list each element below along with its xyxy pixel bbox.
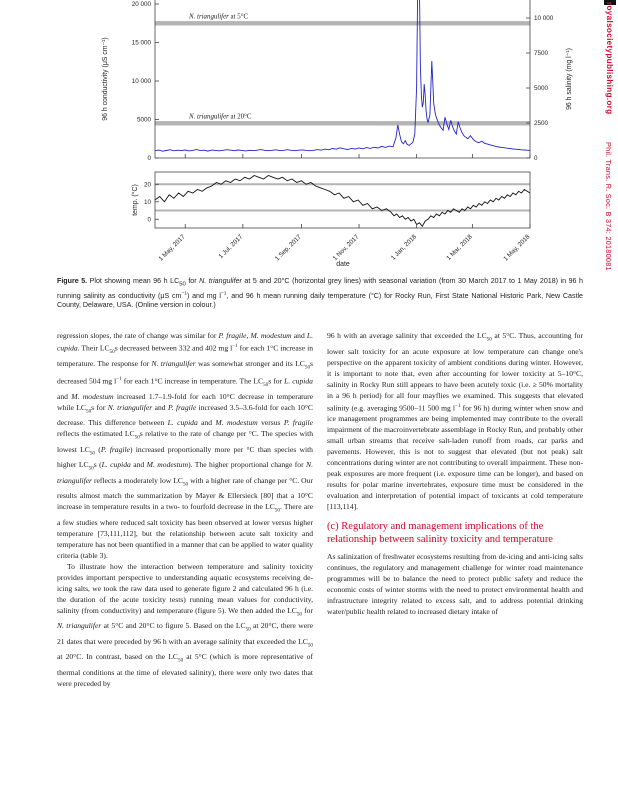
temp-axis-title: temp. (°C) [132, 184, 139, 216]
conductivity-axis-title: 96 h conductivity (μS cm⁻¹) [102, 37, 109, 121]
conductivity-tick-label: 15 000 [131, 39, 151, 47]
temperature-series-line [155, 176, 530, 227]
body-paragraph: As salinization of freshwater ecosystems resulting from de-icing and anti-icing salts continues, the regulatory and management challenge for winter road maintenance programmes will be to balance the need to protect public safety and reduce the economic costs of winter storms with the need to protect environmental health and infrastructure integrity related to excess salt, and to address potential drinking water/public health related to increased dietary intake of [327, 552, 583, 617]
journal-citation: Phil. Trans. R. Soc. B 374: 20180081 [604, 142, 613, 271]
date-tick-label: 1 May, 2017 [157, 233, 187, 263]
conductivity-tick-label: 20 000 [131, 1, 151, 9]
journal-site-url: royalsocietypublishing.org [605, 2, 614, 115]
date-tick-label: 1 Jan, 2018 [389, 233, 419, 262]
salinity-tick-label: 2500 [534, 120, 549, 128]
temp-tick-label: 10 [143, 198, 151, 206]
figure-5-plot [0, 0, 618, 272]
date-tick-label: 1 Nov, 2017 [331, 233, 361, 263]
lc50-band-20c-label: N. triangulifer at 20°C [189, 113, 252, 121]
body-paragraph: regression slopes, the rate of change was similar for P. fragile, M. modestum and L. cupida. Their $LC_{50}s$ decreased between 332 and 402 mg $l^{-1}$ for each 1°C increase in temperature. The response for N. triangulifer was somewhat stronger and its $LC_{50}s$ decreased 504 mg $l^{-1}$ for each 1°C increase in temperature. The $LC_{50}s$ for L. cupida and M. modestum increased 1.7–1.9-fold for each 10°C decrease in temperature while $LC_{50}s$ for N. triangulifer and P. fragile increased 3.5–3.6-fold for each 10°C decrease. This difference between L. cupida and M. modestum versus P. fragile reflects the estimated $LC_{50}s$ relative to the rate of change per °C. The species with lowest $LC_{50}$ (P. fragile) increased proportionally more per °C than species with higher $LC_{50}s$ (L. cupida and M. modestum). The higher proportional change for N. triangulifer reflects a moderately low $LC_{50}$ with a higher rate of change per °C. Our results almost match the summarization by Mayer & Ellersieck [80] that a 10°C increase in temperature results in a two- to fourfold decrease in the $LC_{50}$. There are a few studies where reduced salt toxicity has been observed at lower versus higher temperature [73,111,112], but the relationship between acute salt toxicity and temperature has not been quantified in a manner that can be applied to water quality criteria (table 3). [57, 331, 313, 560]
body-text [57, 330, 583, 792]
figure-caption-label: Figure 5. [57, 277, 88, 285]
x-axis-title: date [336, 261, 350, 268]
lc50-band-20c [155, 121, 530, 125]
body-paragraph: 96 h with an average salinity that exceeded the $LC_{50}$ at 5°C. Thus, accounting for lower salt toxicity for an acute exposure at low temperature can change one's perspective on the apparent toxicity of ambient conditions during winter. However, it is important to note that, even after accounting for lower toxicity at 5–10°C, salinity in Rocky Run still appears to have been acutely toxic (i.e. ≥ 50% mortality in a 96 h period) for all four mayflies we examined. This suggests that elevated salinity (e.g. averaging 9500–11 500 mg $l^{-1}$ for 96 h) during winter when snow and ice management programmes are being implemented may contribute to the overall impairment of the macroinvertebrate assemblage in Rocky Run, and probably other small urban streams that receive salt-laden runoff from roads, car parks and pavements. However, this is not to suggest that elevated (but not peak) salt concentrations during winter are not contributing to overall impairment. These non-peak exposures are more frequent (i.e. exposure time can be longer), and based on results for polar marine invertebrates, exposure time must be considered in the evaluation and interpretation of potential impact of toxicants at cold temperature [113,114]. [327, 331, 583, 512]
date-tick-label: 1 Mar, 2018 [445, 233, 474, 262]
salinity-tick-label: 10 000 [534, 15, 554, 23]
figure-caption [57, 277, 583, 311]
salinity-tick-label: 7500 [534, 50, 549, 58]
body-right-column [327, 330, 583, 792]
section-heading-c: (c) Regulatory and management implications of the relationship between salinity toxicity and temperature [327, 521, 553, 545]
salinity-tick-label: 0 [534, 155, 538, 163]
date-tick-label: 1 May, 2018 [502, 233, 532, 263]
conductivity-tick-label: 5000 [136, 116, 151, 124]
figure-caption-text: Plot showing mean 96 h $LC_{50}$ for N. triangulifer at 5 and 20°C (horizontal grey lines) with seasonal variation (from 30 March 2017 to 1 May 2018) in 96 h running salinity as conductivity (μS $cm^{-1}$) and mg $l^{-1}$, and 96 h mean running daily temperature (°C) for Rocky Run, First State National Historic Park, New Castle County, Delaware, USA. (Online version in colour.) [57, 277, 583, 310]
temp-axes [155, 172, 530, 228]
salinity-tick-label: 5000 [534, 85, 549, 93]
lc50-band-5c-label: N. triangulifer at 5°C [189, 13, 249, 21]
date-tick-label: 1 Jul, 2017 [217, 233, 245, 261]
body-left-column [57, 330, 313, 792]
body-paragraph: To illustrate how the interaction between temperature and salinity toxicity provides important perspective to understanding aquatic ecosystems receiving de-icing salts, we took the raw data used to generate figure 2 and calculated 96 h (i.e. the duration of the acute toxicity tests) running mean values for conductivity, salinity (from conductivity) and temperature (figure 5). We then added the $LC_{50}$ for N. triangulifer at 5°C and 20°C to figure 5. Based on the $LC_{50}$ at 20°C, there were 21 dates that were preceded by 96 h with an average salinity that exceeded the $LC_{50}$ at 20°C. In contrast, based on the $LC_{50}$ at 5°C (which is more representative of thermal conditions at the time of elevated salinity), there were only two dates that were preceded by [57, 561, 314, 688]
temp-tick-label: 0 [147, 216, 151, 224]
lc50-band-5c [155, 21, 530, 25]
temp-tick-label: 20 [143, 181, 151, 189]
date-tick-label: 1 Sep, 2017 [273, 233, 303, 263]
salinity-axis-title: 96 h salinity (mg l⁻¹) [566, 48, 573, 110]
conductivity-tick-label: 0 [147, 155, 151, 163]
conductivity-tick-label: 10 000 [131, 78, 151, 86]
